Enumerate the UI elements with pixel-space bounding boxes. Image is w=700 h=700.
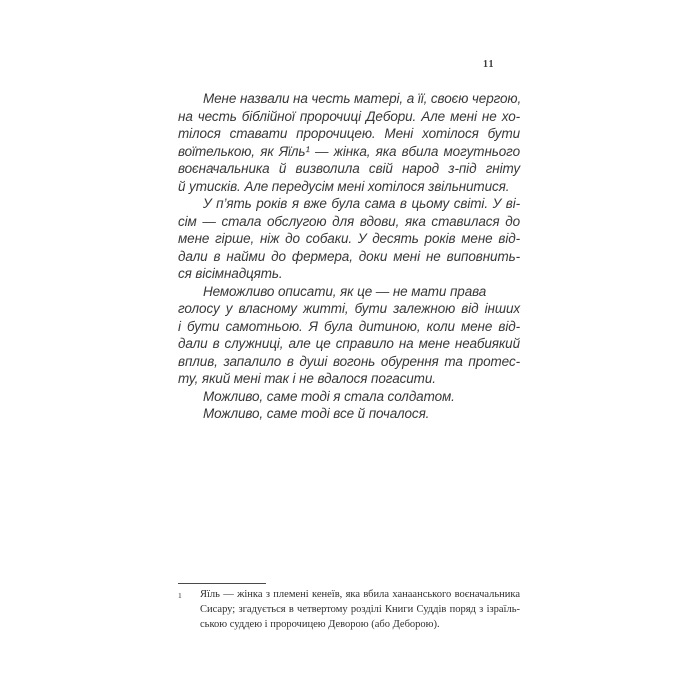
footnote-text [200,587,520,632]
page-number: 11 [483,59,495,70]
text-line: Мене назвали на честь матері, а її, своєю чергою, [203,91,522,106]
text-line: Можливо, саме тоді я стала солдатом. [203,388,455,404]
body-text [178,90,520,423]
text-line: голосу у власному житті, бути залежною від інших [178,301,520,316]
text-line: воєначальника й визволила свій народ з-під гніту [178,161,520,176]
text-line: Сисару; згадується в четвертому розділі Книги Суддів поряд з ізраїль- [200,604,520,615]
text-line: Неможливо описати, як це — не мати права [203,283,487,299]
text-line: сім — стала обслугою для вдови, яка ставилася до [178,213,520,229]
text-line: Яїль — жінка з племені кенеїв, яка вбила ханаанського воєначальника [200,589,520,600]
text-line: вплив, запалило в душі вогонь обурення та протес- [178,353,520,369]
text-line: на честь біблійної пророчиці Дебори. Але мені не хо- [178,108,520,124]
text-line: У п’ять років я вже була сама в цьому світі. У ві- [203,196,520,211]
footnote-rule [178,583,266,584]
footnote-marker: 1 [178,591,182,600]
text-line: мене гірше, ніж до собаки. У десять років мене від- [178,231,520,246]
footnote [178,587,520,632]
text-line: і бути самотньою. Я була дитиною, коли мене від- [178,318,520,334]
text-line: ською суддею і пророчицею Деворою (або Деборою). [200,619,440,630]
text-line: дали в найми до фермера, доки мені не виповнить- [178,248,520,264]
text-line: воїтелькою, як Яїль¹ — жінка, яка вбила могутнього [178,143,520,159]
text-line: тілося ставати пророчицею. Мені хотілося бути [178,126,520,141]
text-line: Можливо, саме тоді все й почалося. [203,406,430,421]
text-line: ся вісімнадцять. [178,266,283,281]
text-line: дали в служниці, але це справило на мене неабиякий [178,336,520,351]
text-line: й утисків. Але передусім мені хотілося звільнитися. [178,178,510,194]
text-line: ту, який мені так і не вдалося погасити. [178,371,436,386]
